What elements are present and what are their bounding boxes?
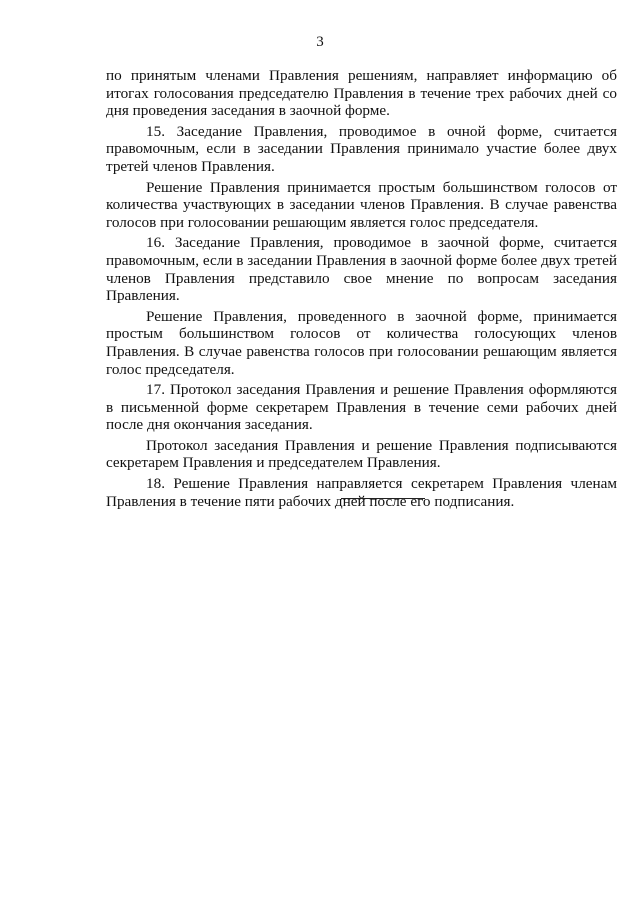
paragraph-17-signing: Протокол заседания Правления и решение Правления подписываются секретарем Правления и председателем Правления.	[106, 436, 617, 472]
paragraph-15-decision: Решение Правления принимается простым большинством голосов от количества участвующих в заседании членов Правления. В случае равенства голосов при голосовании решающим является голос председателя.	[106, 178, 617, 231]
paragraph-continuation: по принятым членами Правления решениям, направляет информацию об итогах голосования председателю Правления в течение трех рабочих дней со дня проведения заседания в заочной форме.	[106, 67, 617, 120]
end-of-document-rule	[341, 498, 425, 499]
page-number: 3	[316, 34, 324, 50]
paragraph-15: 15. Заседание Правления, проводимое в очной форме, считается правомочным, если в заседании Правления принимало участие более двух третей членов Правления.	[106, 122, 617, 175]
document-body	[106, 67, 617, 510]
paragraph-16: 16. Заседание Правления, проводимое в заочной форме, считается правомочным, если в заседании Правления в заочной форме более двух третей членов Правления представило свое мнение по вопросам заседания Правления.	[106, 234, 617, 305]
paragraph-16-decision: Решение Правления, проведенного в заочной форме, принимается простым большинством голосов от количества голосующих членов Правления. В случае равенства голосов при голосовании решающим является голос председателя.	[106, 307, 617, 378]
paragraph-18: 18. Решение Правления направляется секретарем Правления членам Правления в течение пяти рабочих дней после его подписания.	[106, 475, 617, 510]
paragraph-17: 17. Протокол заседания Правления и решение Правления оформляются в письменной форме секретарем Правления в течение семи рабочих дней после дня окончания заседания.	[106, 381, 617, 434]
